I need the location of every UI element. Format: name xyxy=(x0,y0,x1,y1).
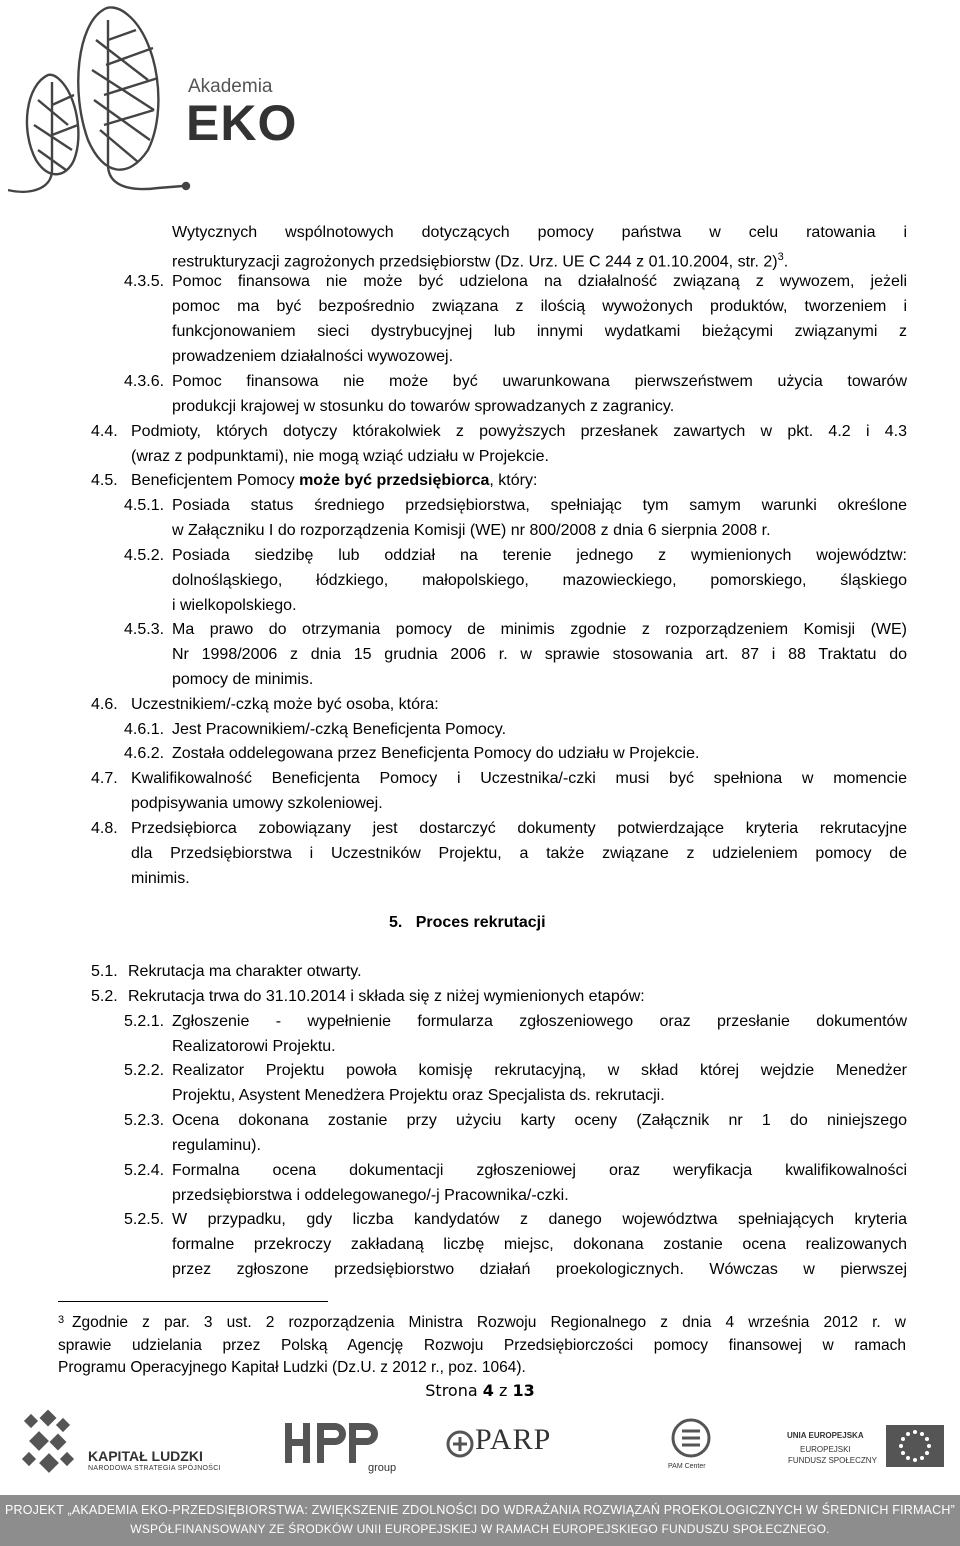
text-line: Realizator Projektu powoła komisję rekrutacyjną, w skład której wejdzie Menedżer xyxy=(172,1062,907,1079)
text-line: pomocy de minimis. xyxy=(172,671,314,688)
item-number: 4.5.2. xyxy=(124,547,165,564)
item-number: 4.5.3. xyxy=(124,621,165,638)
text-line: minimis. xyxy=(131,870,190,887)
text-line: funkcjonowaniem sieci dystrybucyjnej lub innymi wydatkami bieżącymi związanymi z xyxy=(172,323,907,340)
text-line: Jest Pracownikiem/-czką Beneficjenta Pomocy. xyxy=(172,721,507,738)
footer-logos xyxy=(0,1405,960,1485)
kapital-ludzki-title: KAPITAŁ LUDZKI xyxy=(88,1448,203,1464)
text-line: Realizatorowi Projektu. xyxy=(172,1038,336,1055)
project-title: PROJEKT „AKADEMIA EKO-PRZEDSIĘBIORSTWA: ZWIĘKSZENIE ZDOLNOŚCI DO WDRAŻANIA ROZWIĄZAŃ PROEKOLOGICZNYCH W ŚREDNICH FIRMACH” xyxy=(5,1503,955,1517)
text-line: przez zgłoszone przedsiębiorstwo działań proekologicznych. Wówczas w pierwszej xyxy=(172,1261,907,1278)
item-number: 4.5.1. xyxy=(124,497,165,514)
text-line xyxy=(172,248,788,271)
item-number: 4.3.6. xyxy=(124,373,165,390)
item-number: 4.3.5. xyxy=(124,273,165,290)
text-span: , który: xyxy=(489,472,538,489)
item-number: 5.1. xyxy=(91,963,118,980)
text-line: i wielkopolskiego. xyxy=(172,597,297,614)
text-line: Rekrutacja ma charakter otwarty. xyxy=(128,963,362,980)
text-line: Podmioty, których dotyczy którakolwiek z powyższych przesłanek zawartych w pkt. 4.2 i 4.3 xyxy=(131,423,907,440)
text-line: Ocena dokonana zostanie przy użyciu karty oceny (Załącznik nr 1 do niniejszego xyxy=(172,1112,907,1129)
text-line: Posiada status średniego przedsiębiorstwa, spełniając tym samym warunki określone xyxy=(172,497,907,514)
text-line: (wraz z podpunktami), nie mogą wziąć udziału w Projekcie. xyxy=(131,448,549,465)
page-total: 13 xyxy=(512,1381,535,1400)
text-line: formalne przekroczy zakładaną liczbę miejsc, dokonana zostanie ocena realizowanych xyxy=(172,1236,907,1253)
text-line: Zgłoszenie - wypełnienie formularza zgłoszeniowego oraz przesłanie dokumentów xyxy=(172,1013,907,1030)
kapital-ludzki-emblem-icon xyxy=(20,1410,80,1480)
text-line: Pomoc finansowa nie może być udzielona na działalność związaną z wywozem, jeżeli xyxy=(172,273,907,290)
text-line: Rekrutacja trwa do 31.10.2014 i składa się z niżej wymienionych etapów: xyxy=(128,988,645,1005)
text-line: Posiada siedzibę lub oddział na terenie jednego z wymienionych województw: xyxy=(172,547,907,564)
heading-number: 5. xyxy=(389,914,403,931)
text-line: Uczestnikiem/-czką może być osoba, która: xyxy=(131,696,439,713)
text-line: produkcji krajowej w stosunku do towarów sprowadzanych z zagranicy. xyxy=(172,398,675,415)
text-line: dla Przedsiębiorstwa i Uczestników Projektu, a także związane z udzieleniem pomocy de xyxy=(131,845,907,862)
text-line: Projektu, Asystent Menedżera Projektu oraz Specjalista ds. rekrutacji. xyxy=(172,1087,665,1104)
logo-text-eko: EKO xyxy=(186,95,298,151)
item-number: 4.5. xyxy=(91,472,118,489)
text-line xyxy=(131,471,537,490)
eu-flag-icon xyxy=(886,1425,944,1467)
pam-center-label: PAM Center xyxy=(668,1463,706,1470)
item-number: 4.6. xyxy=(91,696,118,713)
akademia-eko-logo xyxy=(8,0,298,200)
hrp-group-label: group xyxy=(368,1462,397,1474)
item-number: 4.6.1. xyxy=(124,721,165,738)
item-number: 5.2.3. xyxy=(124,1112,165,1129)
footnote-line: Zgodnie z par. 3 ust. 2 rozporządzenia Ministra Rozwoju Regionalnego z dnia 4 września 2012 r. w xyxy=(72,1314,906,1331)
item-number: 5.2.1. xyxy=(124,1013,165,1030)
text-line: pomoc ma być bezpośrednio związana z ilością wywożonych produktów, tworzeniem i xyxy=(172,298,907,315)
text-span: Beneficjentem Pomocy xyxy=(131,472,300,489)
page-current: 4 xyxy=(482,1381,494,1400)
item-number: 4.4. xyxy=(91,423,118,440)
footnote-line: sprawie udzielania przez Polską Agencję Rozwoju Przedsiębiorczości pomocy finansowej w ramach xyxy=(58,1337,906,1354)
eu-fund-label: EUROPEJSKI xyxy=(800,1445,851,1454)
section-heading xyxy=(389,914,546,932)
text-line-span: restrukturyzacji zagrożonych przedsiębiorstw (Dz. Urz. UE C 244 z 01.10.2004, str. 2) xyxy=(172,253,778,271)
footnote-line: Programu Operacyjnego Kapitał Ludzki (Dz.U. z 2012 r., poz. 1064). xyxy=(58,1359,526,1376)
item-number: 5.2.5. xyxy=(124,1211,165,1228)
item-number: 5.2.4. xyxy=(124,1162,165,1179)
page-number xyxy=(0,1381,960,1400)
footnote-number: 3 xyxy=(58,1314,65,1326)
item-number: 4.7. xyxy=(91,770,118,787)
heading-text: Proces rekrutacji xyxy=(415,914,546,931)
eu-fund-name: FUNDUSZ SPOŁECZNY xyxy=(788,1456,877,1465)
cofinancing-note: WSPÓŁFINANSOWANY ZE ŚRODKÓW UNII EUROPEJSKIEJ W RAMACH EUROPEJSKIEGO FUNDUSZU SPOŁECZNEGO. xyxy=(130,1522,830,1536)
item-number: 5.2. xyxy=(91,988,118,1005)
text-line: dolnośląskiego, łódzkiego, małopolskiego, mazowieckiego, pomorskiego, śląskiego xyxy=(172,572,907,589)
page-mid: z xyxy=(493,1381,513,1400)
text-line: Przedsiębiorca zobowiązany jest dostarczyć dokumenty potwierdzające kryteria rekrutacyjne xyxy=(131,820,907,837)
footnote-ref: 3 xyxy=(777,251,784,263)
text-line: Ma prawo do otrzymania pomocy de minimis zgodnie z rozporządzeniem Komisji (WE) xyxy=(172,621,907,638)
footnote-divider xyxy=(58,1301,328,1302)
text-line: Została oddelegowana przez Beneficjenta Pomocy do udziału w Projekcie. xyxy=(172,745,700,762)
pam-center-icon xyxy=(666,1413,716,1463)
parp-logo-text: PARP xyxy=(475,1423,552,1456)
item-number: 5.2.2. xyxy=(124,1062,165,1079)
item-number: 4.6.2. xyxy=(124,745,165,762)
text-line: Pomoc finansowa nie może być uwarunkowana pierwszeństwem użycia towarów xyxy=(172,373,907,390)
text-line: Formalna ocena dokumentacji zgłoszeniowej oraz weryfikacja kwalifikowalności xyxy=(172,1162,907,1179)
text-line: W przypadku, gdy liczba kandydatów z danego województwa spełniających kryteria xyxy=(172,1211,907,1228)
text-line: Nr 1998/2006 z dnia 15 grudnia 2006 r. w sprawie stosowania art. 87 i 88 Traktatu do xyxy=(172,646,907,663)
text-line: Kwalifikowalność Beneficjenta Pomocy i Uczestnika/-czki musi być spełniona w momencie xyxy=(131,770,907,787)
text-line: prowadzeniem działalności wywozowej. xyxy=(172,348,454,365)
text-line-end: . xyxy=(783,253,789,271)
page-prefix: Strona xyxy=(425,1381,483,1400)
text-line: Wytycznych wspólnotowych dotyczących pomocy państwa w celu ratowania i xyxy=(172,224,907,241)
text-line: podpisywania umowy szkoleniowej. xyxy=(131,795,383,812)
footnote-mark xyxy=(58,1311,64,1334)
text-line: przedsiębiorstwa i oddelegowanego/-j Pracownika/-czki. xyxy=(172,1187,569,1204)
item-number: 4.8. xyxy=(91,820,118,837)
text-line: w Załączniku I do rozporządzenia Komisji (WE) nr 800/2008 z dnia 6 sierpnia 2008 r. xyxy=(172,522,771,539)
eu-label: UNIA EUROPEJSKA xyxy=(787,1431,864,1440)
kapital-ludzki-subtitle: NARODOWA STRATEGIA SPÓJNOŚCI xyxy=(88,1465,221,1472)
bold-phrase: może być przedsiębiorca xyxy=(299,472,490,489)
parp-emblem-icon xyxy=(445,1429,475,1459)
text-line: regulaminu). xyxy=(172,1137,261,1154)
logo-text-akademia: Akademia xyxy=(188,76,273,97)
